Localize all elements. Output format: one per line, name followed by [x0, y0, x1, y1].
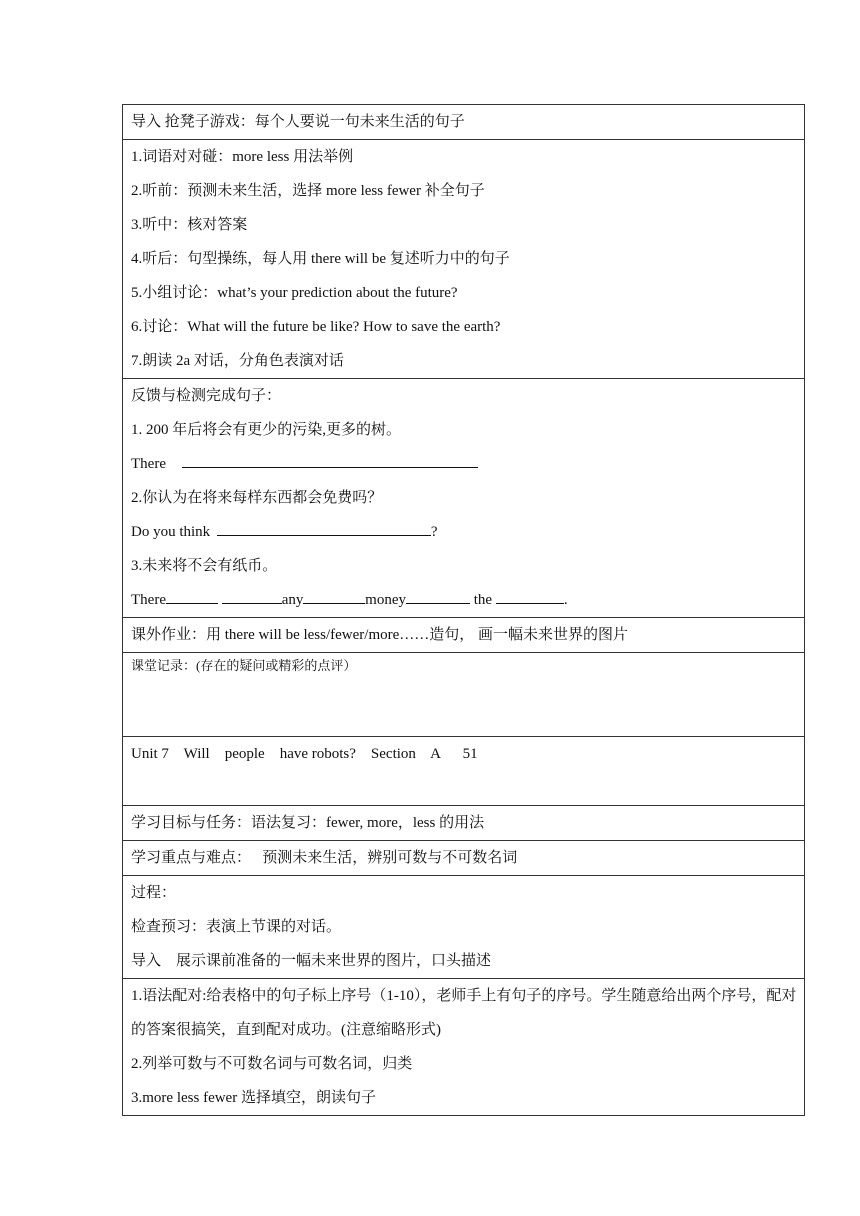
lesson-title: Unit 7 Will people have robots? Section A 51 — [131, 746, 478, 762]
step-2: 2.听前：预测未来生活，选择 more less fewer 补全句子 — [131, 183, 485, 199]
step-6: 6.讨论：What will the future be like? How to save the earth? — [131, 319, 501, 335]
key-points-text: 学习重点与难点： 预测未来生活，辨别可数与不可数名词 — [131, 850, 518, 866]
question-3: 3.未来将不会有纸币。 — [131, 558, 278, 574]
feedback-title: 反馈与检测完成句子： — [131, 388, 282, 404]
answer-2-end: ? — [430, 524, 438, 540]
answer-2-start: Do you think — [131, 524, 211, 540]
record-text: 课堂记录：(存在的疑问或精彩的点评） — [131, 658, 357, 673]
question-1: 1. 200 年后将会有更少的污染,更多的树。 — [131, 422, 402, 438]
answer-3-blank-5 — [496, 587, 564, 604]
step-7: 7.朗读 2a 对话，分角色表演对话 — [131, 353, 344, 369]
activity-3: 3.more less fewer 选择填空，朗读句子 — [131, 1090, 376, 1106]
activity-1: 1.语法配对:给表格中的句子标上序号（1-10），老师手上有句子的序号。学生随意给出两个序号，配对的答案很搞笑，直到配对成功。(注意缩略形式) — [131, 988, 797, 1038]
answer-1-start: There — [131, 456, 166, 472]
intro-text: 导入 抢凳子游戏：每个人要说一句未来生活的句子 — [131, 114, 465, 130]
question-2: 2.你认为在将来每样东西都会免费吗？ — [131, 490, 383, 506]
record-row — [123, 653, 804, 737]
intro-row — [123, 105, 804, 140]
answer-3-word-5: . — [563, 592, 568, 608]
key-points-row — [123, 841, 804, 876]
answer-3-blank-1 — [166, 587, 218, 604]
lesson-plan-table — [122, 104, 805, 1116]
process-intro: 导入 展示课前准备的一幅未来世界的图片，口头描述 — [131, 953, 492, 969]
answer-3-blank-3 — [303, 587, 365, 604]
process-check: 检查预习：表演上节课的对话。 — [131, 919, 342, 935]
process-row — [123, 876, 804, 979]
answer-3-word-2: any — [281, 592, 304, 608]
homework-row — [123, 618, 804, 653]
homework-text: 课外作业：用 there will be less/fewer/more……造句， 画一幅未来世界的图片 — [131, 627, 629, 643]
answer-3-word-1: There — [131, 592, 166, 608]
step-4: 4.听后：句型操练，每人用 there will be 复述听力中的句子 — [131, 251, 510, 267]
answer-3-blank-4 — [406, 587, 470, 604]
answer-1-blank — [182, 451, 478, 468]
objectives-text: 学习目标与任务：语法复习：fewer, more，less 的用法 — [131, 815, 485, 831]
answer-3-line — [131, 583, 804, 617]
step-3: 3.听中：核对答案 — [131, 217, 248, 233]
answer-2-blank — [217, 519, 431, 536]
lesson-title-row — [123, 737, 804, 806]
activity-2: 2.列举可数与不可数名词与可数名词，归类 — [131, 1056, 413, 1072]
objectives-row — [123, 806, 804, 841]
answer-3-word-3: money — [365, 592, 406, 608]
activities-row — [123, 979, 804, 1115]
answer-1-line — [131, 447, 804, 481]
answer-2-line — [131, 515, 804, 549]
answer-3-blank-2 — [222, 587, 282, 604]
process-title: 过程： — [131, 885, 177, 901]
step-5: 5.小组讨论：what’s your prediction about the future? — [131, 285, 458, 301]
feedback-row — [123, 379, 804, 618]
answer-3-word-4: the — [473, 592, 493, 608]
steps-row — [123, 140, 804, 379]
step-1: 1.词语对对碰：more less 用法举例 — [131, 149, 354, 165]
